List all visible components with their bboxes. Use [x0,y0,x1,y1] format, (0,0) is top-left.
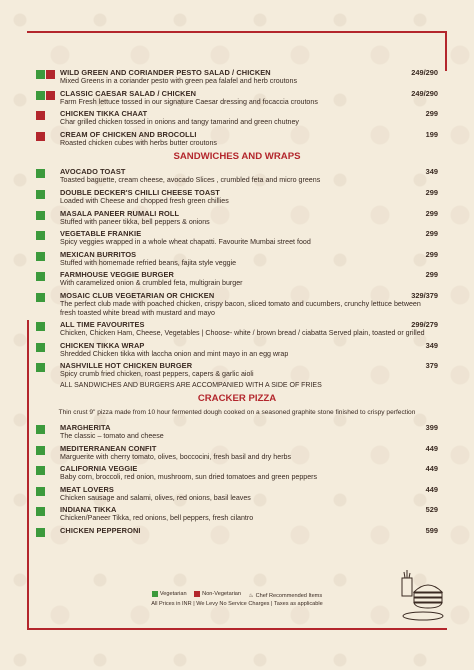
veg-square-icon [36,231,45,240]
menu-item-name: FARMHOUSE VEGGIE BURGER [60,270,174,280]
diet-badges [36,211,45,220]
menu-item-name: INDIANA TIKKA [60,505,117,515]
veg-square-icon [36,190,45,199]
legend-nonveg-label: Non-Vegetarian [202,591,242,597]
menu-item-name: AVOCADO TOAST [60,167,126,177]
menu-item [36,167,438,185]
veg-square-icon [36,425,45,434]
pizza-list [36,423,438,535]
menu-item-description: Spicy crumb fried chicken, roast peppers, capers & garlic aioli [60,370,254,379]
menu-item-price: 449 [425,443,438,453]
menu-item-description: Loaded with Cheese and chopped fresh green chillies [60,196,229,205]
nonveg-square-icon [36,111,45,120]
menu-item-price: 449 [425,464,438,474]
menu-item [36,444,438,462]
section-title-sandwiches: SANDWICHES AND WRAPS [173,151,301,163]
menu-item-name: MOSAIC CLUB VEGETARIAN OR CHICKEN [60,290,215,300]
menu-item [36,250,438,268]
menu-item-description: Farm Fresh lettuce tossed in our signature Caesar dressing and focaccia croutons [60,97,318,106]
menu-item-name: CHICKEN TIKKA CHAAT [60,109,148,119]
menu-item [36,68,438,86]
diet-badges [36,169,45,178]
diet-badges [36,507,45,516]
menu-item-name: CALIFORNIA VEGGIE [60,464,138,474]
burger-fries-illustration-icon [398,570,448,625]
menu-item-name: MEAT LOVERS [60,484,114,494]
veg-square-icon [36,343,45,352]
menu-item-description: The classic – tomato and cheese [60,431,164,440]
menu-item-price: 299 [425,208,438,218]
menu-item-price: 249/290 [411,68,438,77]
veg-square-icon [36,252,45,261]
menu-item-description: Toasted baguette, cream cheese, avocado Slices , crumbled feta and micro greens [60,176,321,185]
pizza-intro: Thin crust 9" pizza made from 10 hour fermented dough cooked on a seasoned graphite stone finished to crispy perfection [58,408,416,416]
legend-chef [249,592,323,600]
diet-badges [36,272,45,281]
diet-badges [36,363,45,372]
frame-bottom-border [27,628,447,630]
diet-badges [36,190,45,199]
section-title-pizza: CRACKER PIZZA [197,392,277,404]
menu-item-price: 529 [425,505,438,515]
veg-square-icon [36,528,45,537]
menu-item-description: Marguerite with cherry tomato, olives, boccocini, fresh basil and dry herbs [60,452,292,461]
veg-square-icon [36,507,45,516]
menu-item [36,526,438,535]
sandwich-note: ALL SANDWICHES AND BURGERS ARE ACCOMPANIED WITH A SIDE OF FRIES [60,381,322,389]
veg-square-icon [36,487,45,496]
menu-item-name: CREAM OF CHICKEN AND BROCOLLI [60,129,197,139]
menu-item-price: 599 [425,525,438,535]
veg-square-icon [36,91,45,100]
footer-prices-note: All Prices in INR | We Levy No Service Charges | Taxes as applicable [151,601,323,607]
menu-item-price: 299 [425,229,438,239]
salads-list [36,68,438,147]
veg-square-icon [36,322,45,331]
nonveg-square-icon [36,132,45,141]
diet-badges [36,446,45,455]
diet-badges [36,252,45,261]
menu-item [36,130,438,148]
menu-item-price: 329/379 [411,290,438,300]
menu-item-name: VEGETABLE FRANKIE [60,229,142,239]
veg-square-icon [36,70,45,79]
menu-item-name: MEDITERRANEAN CONFIT [60,443,157,453]
menu-item-name: WILD GREEN AND CORIANDER PESTO SALAD / CHICKEN [60,68,271,77]
diet-badges [36,231,45,240]
frame-left-border [27,320,29,630]
chef-hat-icon: ♨ [248,593,254,599]
diet-badges [36,70,55,79]
menu-item-price: 449 [425,484,438,494]
menu-item-name: MASALA PANEER RUMALI ROLL [60,208,180,218]
nonveg-square-icon [46,70,55,79]
menu-item-description: Chicken sausage and salami, olives, red onions, basil leaves [60,493,251,502]
menu-item-description: Spicy veggies wrapped in a whole wheat chapatti. Favourite Mumbai street food [60,238,311,247]
diet-badges [36,466,45,475]
menu-item-name: MARGHERITA [60,422,111,432]
veg-square-icon [36,211,45,220]
menu-item [36,505,438,523]
menu-item-price: 199 [425,129,438,139]
menu-item-price: 299 [425,109,438,119]
menu-item-description: Chicken/Paneer Tikka, red onions, bell peppers, fresh cilantro [60,514,254,523]
diet-badges [36,111,45,120]
frame-right-border [445,31,447,71]
veg-square-icon [36,466,45,475]
menu-item [36,361,438,379]
veg-square-icon [36,446,45,455]
veg-square-icon [152,591,158,597]
menu-item [36,188,438,206]
menu-item-name: CHICKEN PEPPERONI [60,525,141,535]
menu-item-name: CHICKEN TIKKA WRAP [60,340,145,350]
menu-item-description: Char grilled chicken tossed in onions and tangy tamarind and green chutney [60,118,299,127]
menu-item-price: 299 [425,187,438,197]
frame-top-border [27,31,447,33]
diet-badges [36,132,45,141]
menu-item-description: Stuffed with paneer tikka, bell peppers & onions [60,217,210,226]
menu-item [36,485,438,503]
menu-item [36,320,438,338]
menu-item-price: 299 [425,270,438,280]
diet-badges [36,322,45,331]
menu-item [36,270,438,288]
menu-item-price: 299/279 [411,320,438,330]
menu-item-price: 399 [425,422,438,432]
menu-item-description: Shredded Chicken tikka with laccha onion and mint mayo in an egg wrap [60,349,289,358]
diet-badges [36,293,45,302]
menu-item [36,229,438,247]
menu-item-name: MEXICAN BURRITOS [60,249,137,259]
menu-item-price: 379 [425,361,438,371]
menu-item-price: 249/290 [411,88,438,98]
menu-item-description: Mixed Greens in a coriander pesto with green pea falafel and herb croutons [60,77,297,85]
menu-item-description: Baby corn, broccoli, red onion, mushroom, sun dried tomatoes and green peppers [60,473,318,482]
veg-square-icon [36,293,45,302]
diet-badges [36,425,45,434]
menu-item [36,291,438,317]
diet-badges [36,343,45,352]
menu-item [36,464,438,482]
menu-item-description: Stuffed with homemade refried beans, fajita style veggie [60,258,237,267]
diet-badges [36,528,45,537]
legend-chef-label: Chef Recommended Items [255,593,323,599]
sandwiches-list [36,167,438,379]
legend-veg [152,590,187,598]
legend-nonveg [194,590,241,598]
veg-square-icon [36,272,45,281]
menu-item-description: The perfect club made with poached chicken, crispy bacon, sliced tomato and cucumbers, crunchy lettuce between fresh toasted white bread with mustard and mayo [60,299,421,317]
veg-square-icon [36,169,45,178]
legend-veg-label: Vegetarian [159,591,187,597]
menu-item-name: ALL TIME FAVOURITES [60,320,145,330]
menu-content [36,68,438,538]
menu-item [36,109,438,127]
veg-square-icon [36,363,45,372]
diet-badges [36,91,55,100]
menu-item-description: With caramelized onion & crumbled feta, multigrain burger [60,279,243,288]
diet-badges [36,487,45,496]
menu-item-name: DOUBLE DECKER'S CHILLI CHEESE TOAST [60,187,220,197]
menu-item-name: CLASSIC CAESAR SALAD / CHICKEN [60,88,197,98]
menu-item [36,341,438,359]
menu-item-price: 299 [425,249,438,259]
menu-item [36,209,438,227]
menu-item-price: 349 [425,167,438,177]
menu-item [36,89,438,107]
menu-item-description: Chicken, Chicken Ham, Cheese, Vegetables | Choose- white / brown bread / ciabatta Served plain, toasted or grilled [60,329,425,338]
menu-item-price: 349 [425,340,438,350]
menu-item-description: Roasted chicken cubes with herbs butter croutons [60,138,217,147]
menu-item [36,423,438,441]
menu-item-name: NASHVILLE HOT CHICKEN BURGER [60,361,193,371]
nonveg-square-icon [194,591,200,597]
nonveg-square-icon [46,91,55,100]
